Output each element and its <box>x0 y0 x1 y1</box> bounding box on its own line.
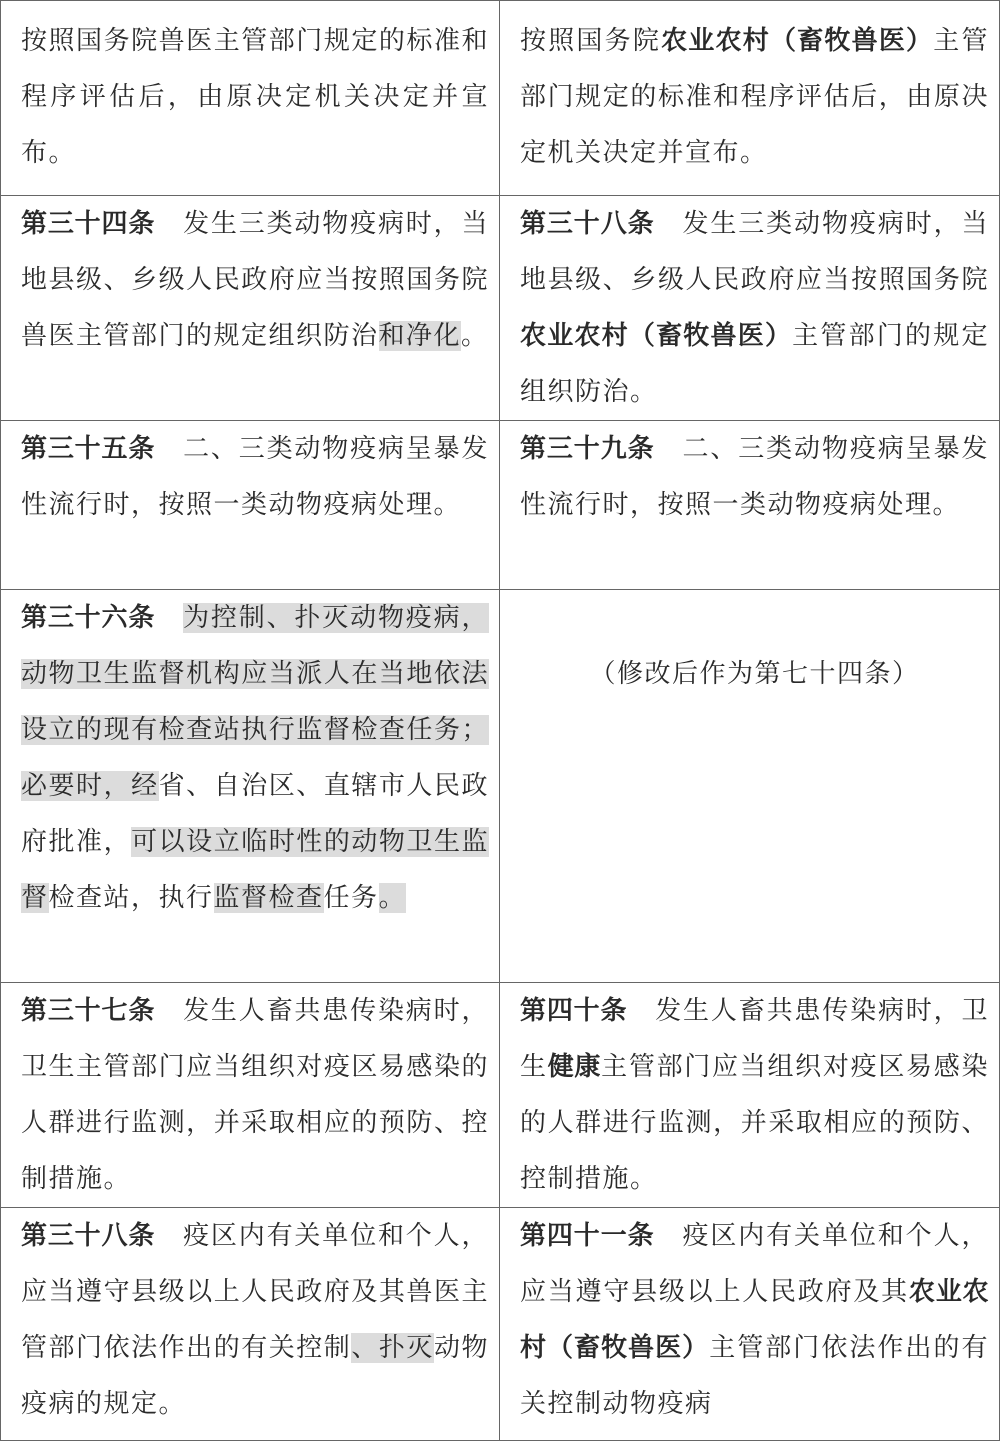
old-article-cell <box>1 196 500 421</box>
relocation-note: （修改后作为第七十四条） <box>589 659 920 689</box>
cell-text: 主管部门规定的标准和程序评估后，由原决定机关决定并宣布。 <box>520 26 989 168</box>
article-number: 第四十条 <box>520 996 628 1026</box>
deleted-text-highlight: 监督检查 <box>213 883 324 913</box>
new-text-cell <box>500 1 1000 196</box>
cell-text: 主管部门应当组织对疫区易感染的人群进行监测，并采取相应的预防、控制措施。 <box>520 1052 989 1194</box>
new-article-cell <box>500 421 1000 590</box>
article-number: 第三十八条 <box>520 209 655 239</box>
table-row <box>1 196 1000 421</box>
deleted-text-highlight: 和净化 <box>378 321 462 351</box>
article-number: 第三十七条 <box>21 996 156 1026</box>
old-article-cell <box>1 590 500 983</box>
article-number: 第三十八条 <box>21 1221 156 1251</box>
new-article-cell <box>500 1208 1000 1441</box>
old-article-cell <box>1 1208 500 1441</box>
amended-text: 农业农村（畜牧兽医） <box>661 26 934 56</box>
table-row <box>1 590 1000 983</box>
deleted-text-highlight: 为控制、扑灭动物疫病，动物卫生监督机构应当派人在当地依法设立的现有检查站执行监督检查任务；必要时，经 <box>21 603 489 801</box>
cell-text: 发生人畜共患传染病时，卫生主管部门应当组织对疫区易感染的人群进行监测，并采取相应的预防、控制措施。 <box>21 996 489 1194</box>
article-number: 第三十四条 <box>21 209 156 239</box>
cell-text: 按照国务院兽医主管部门规定的标准和程序评估后，由原决定机关决定并宣布。 <box>21 26 489 168</box>
amended-text: 农业农村（畜牧兽医） <box>520 1277 989 1363</box>
cell-text: 二、三类动物疫病呈暴发性流行时，按照一类动物疫病处理。 <box>520 434 989 520</box>
cell-text: 二、三类动物疫病呈暴发性流行时，按照一类动物疫病处理。 <box>21 434 489 520</box>
cell-text: 省、自治区、直辖市人民政府批准， <box>21 771 489 857</box>
table-row <box>1 1208 1000 1441</box>
old-article-cell <box>1 421 500 590</box>
new-article-cell <box>500 983 1000 1208</box>
cell-text: 疫区内有关单位和个人，应当遵守县级以上人民政府及其兽医主管部门依法作出的有关控制 <box>21 1221 489 1363</box>
cell-text: 发生人畜共患传染病时，卫生 <box>520 996 989 1082</box>
deleted-text-highlight: 可以设立临时性的动物卫生监督 <box>21 827 489 913</box>
amended-text: 健康 <box>547 1052 602 1082</box>
article-number: 第三十六条 <box>21 603 156 633</box>
new-article-cell <box>500 590 1000 983</box>
cell-text: 按照国务院 <box>520 26 662 56</box>
amended-text: 农业农村（畜牧兽医） <box>520 321 793 351</box>
old-text-cell <box>1 1 500 196</box>
cell-text: 任务 <box>323 883 379 913</box>
cell-text: 动物疫病的规定。 <box>21 1333 489 1419</box>
article-number: 第三十五条 <box>21 434 156 464</box>
table-row <box>1 421 1000 590</box>
table-row <box>1 983 1000 1208</box>
old-article-cell <box>1 983 500 1208</box>
cell-text: 发生三类动物疫病时，当地县级、乡级人民政府应当按照国务院兽医主管部门的规定组织防治 <box>21 209 489 351</box>
table-row <box>1 1 1000 196</box>
cell-text: 。 <box>461 321 489 351</box>
deleted-text-highlight: 。 <box>378 883 407 913</box>
cell-text: 疫区内有关单位和个人，应当遵守县级以上人民政府及其 <box>520 1221 989 1307</box>
new-article-cell <box>500 196 1000 421</box>
cell-text: 检查站，执行 <box>48 883 214 913</box>
article-number: 第四十一条 <box>520 1221 655 1251</box>
cell-text: 主管部门的规定组织防治。 <box>520 321 989 407</box>
deleted-text-highlight: 、扑灭 <box>351 1333 434 1363</box>
cell-text: 发生三类动物疫病时，当地县级、乡级人民政府应当按照国务院 <box>520 209 989 295</box>
cell-text: 主管部门依法作出的有关控制动物疫病 <box>520 1333 989 1419</box>
article-number: 第三十九条 <box>520 434 655 464</box>
